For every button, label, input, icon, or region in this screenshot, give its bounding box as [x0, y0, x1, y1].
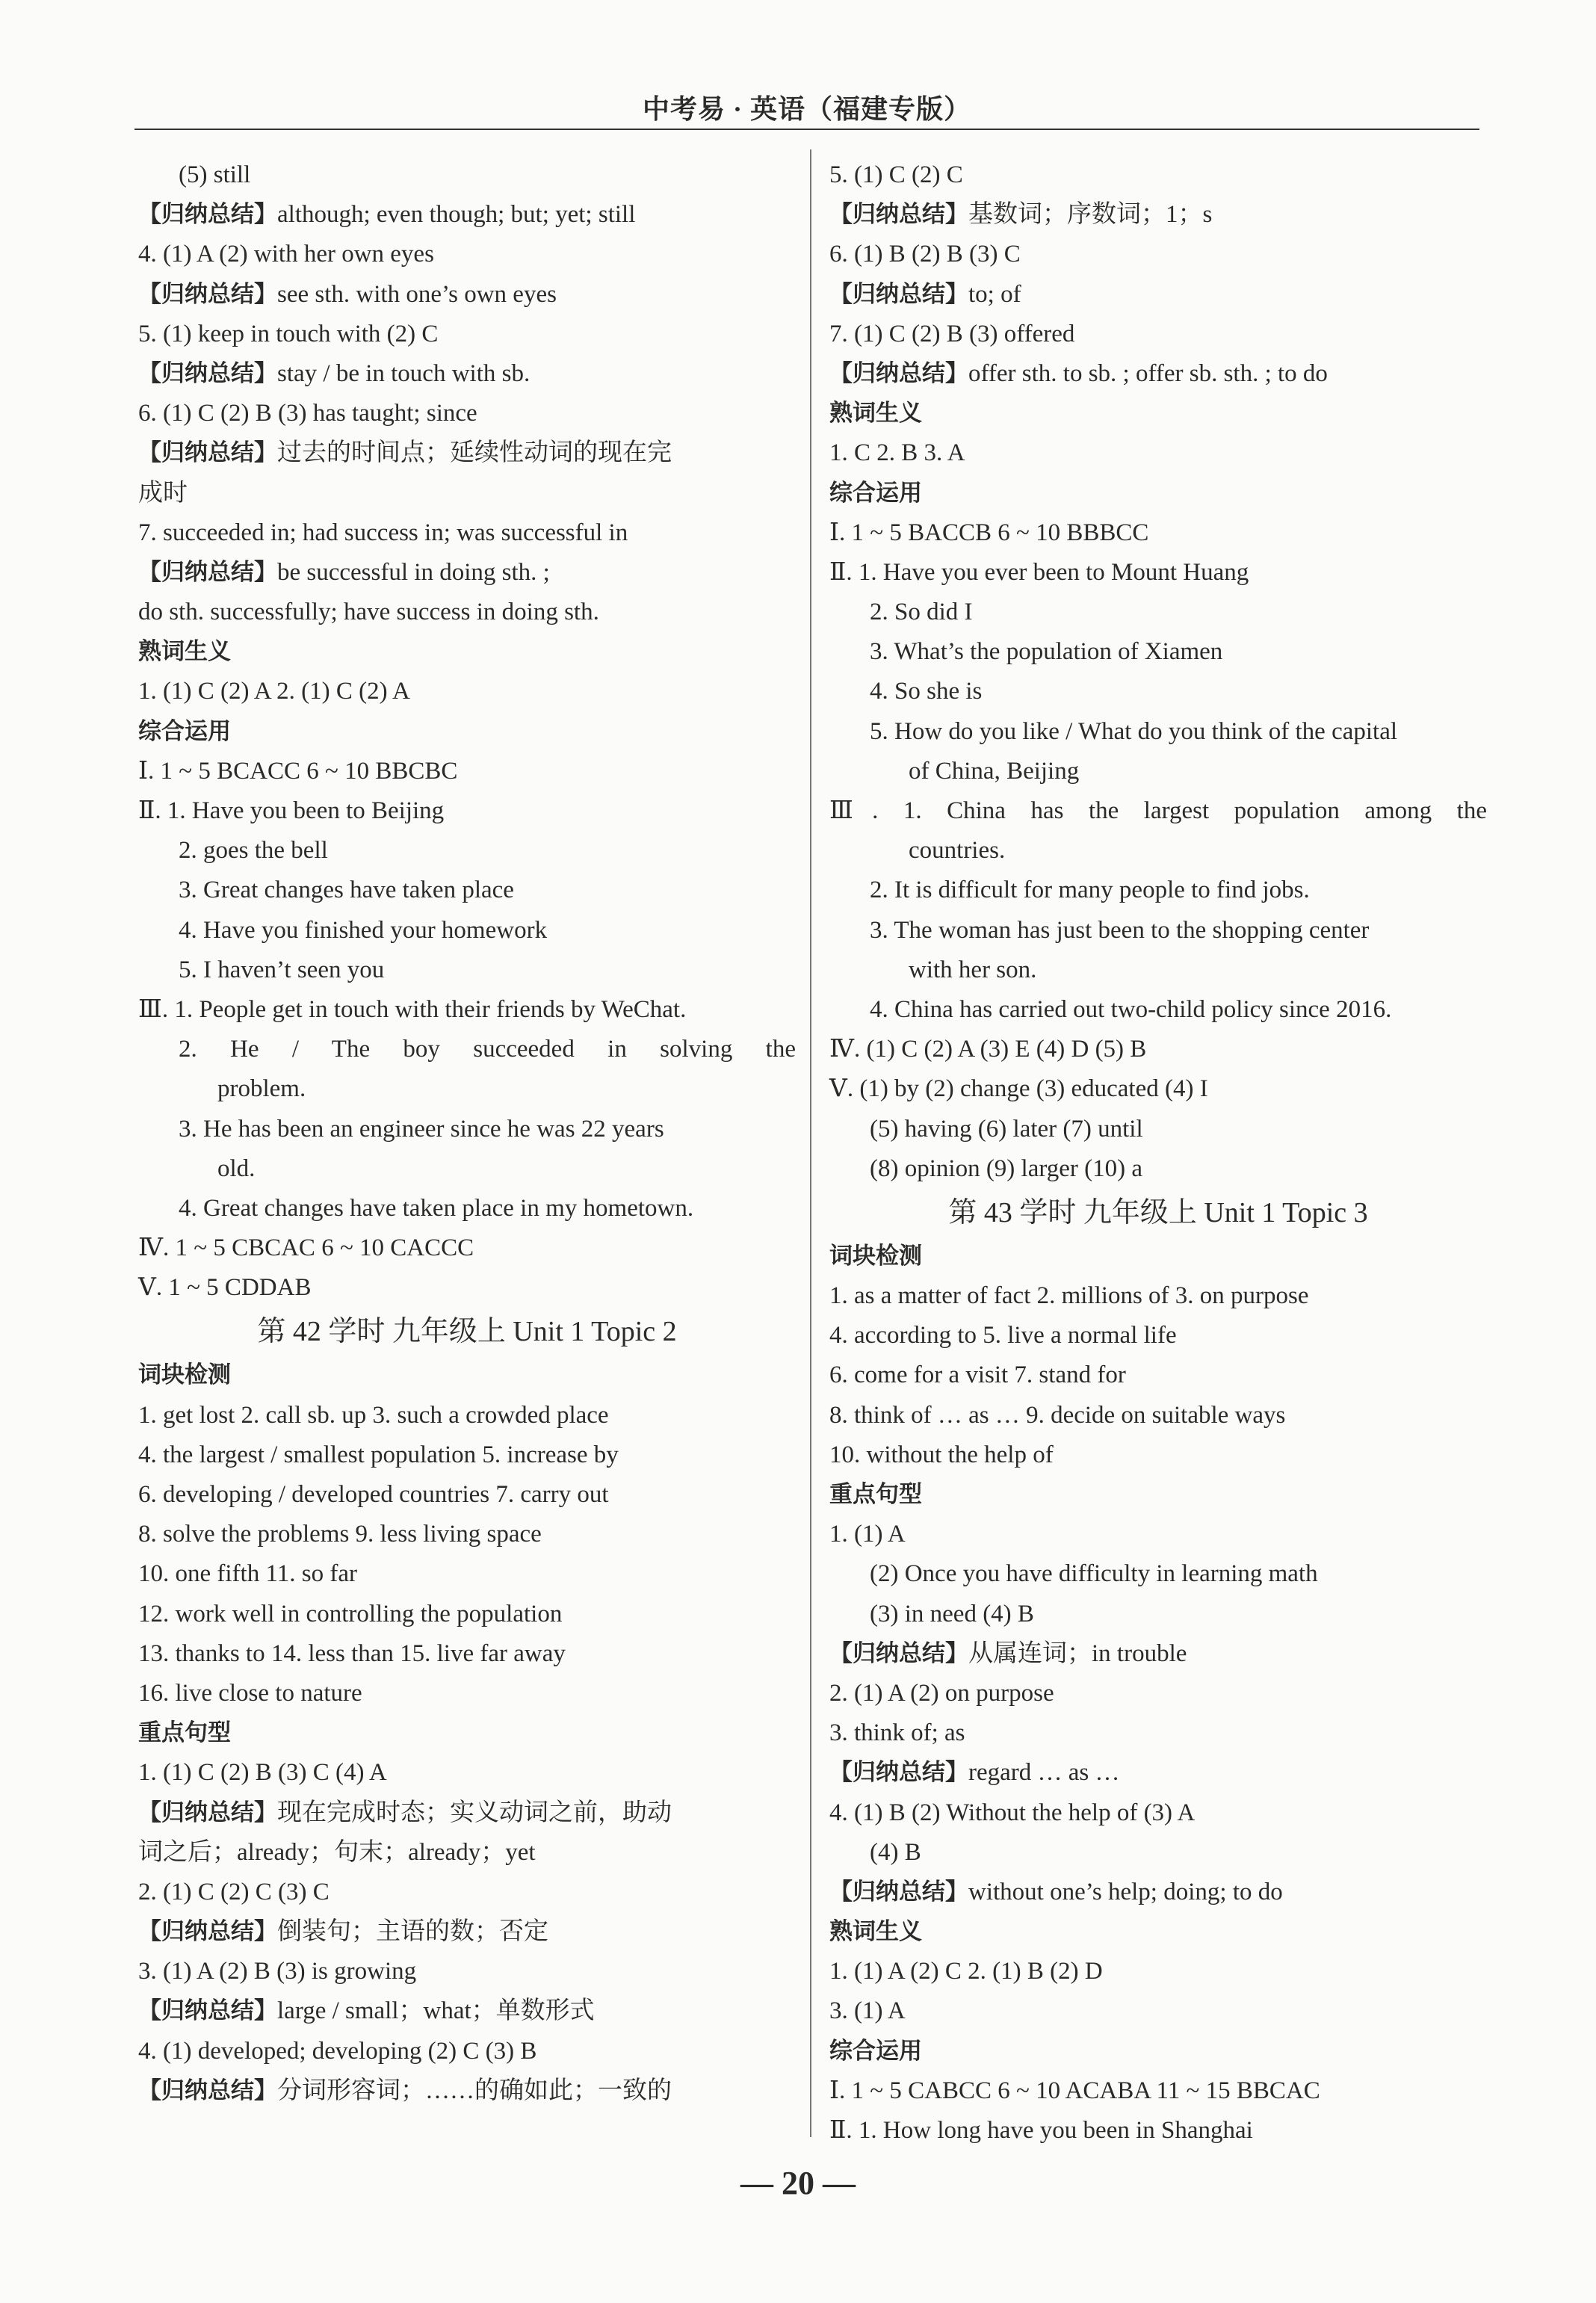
- summary-line: 【归纳总结】stay / be in touch with sb.: [138, 359, 531, 387]
- section-heading: 熟词生义: [829, 400, 922, 427]
- answer-line: (5) still: [179, 161, 251, 188]
- lesson-title: 第 43 学时 九年级上 Unit 1 Topic 3: [948, 1196, 1368, 1228]
- right-column: [829, 155, 1487, 2151]
- answer-line: 1. as a matter of fact 2. millions of 3. on purpose: [829, 1282, 1309, 1310]
- answer-line: 5. I haven’t seen you: [179, 956, 385, 983]
- summary-line: 【归纳总结】从属连词；in trouble: [829, 1639, 1187, 1667]
- answer-line: 8. think of … as … 9. decide on suitable ways: [829, 1401, 1286, 1429]
- answer-line: 4. the largest / smallest population 5. increase by: [138, 1441, 619, 1468]
- answer-line: (8) opinion (9) larger (10) a: [870, 1154, 1143, 1182]
- answer-line: 3. The woman has just been to the shopping center: [870, 916, 1370, 944]
- answer-line: 4. (1) developed; developing (2) C (3) B: [138, 2037, 537, 2065]
- answer-line: 2. So did I: [870, 599, 973, 626]
- answer-line: 2. He / The boy succeeded in solving the: [179, 1036, 796, 1063]
- summary-line: 【归纳总结】although; even though; but; yet; still: [138, 201, 636, 229]
- answer-line: 4. China has carried out two-child policy since 2016.: [870, 995, 1392, 1023]
- answer-line: 5. How do you like / What do you think of the capital: [870, 717, 1398, 745]
- answer-line: Ⅰ. 1 ~ 5 BCACC 6 ~ 10 BBCBC: [138, 757, 458, 785]
- answer-line: 3. Great changes have taken place: [179, 877, 514, 904]
- answer-line: 6. (1) B (2) B (3) C: [829, 241, 1021, 268]
- section-heading: 综合运用: [829, 2037, 922, 2065]
- answer-line: (2) Once you have difficulty in learning math: [870, 1560, 1318, 1588]
- left-column: [138, 155, 796, 2111]
- answer-line: 10. without the help of: [829, 1441, 1054, 1468]
- answer-line: 2. (1) C (2) C (3) C: [138, 1878, 330, 1905]
- answer-line: 4. So she is: [870, 678, 983, 705]
- answer-line: 1. (1) C (2) B (3) C (4) A: [138, 1759, 387, 1787]
- answer-line: with her son.: [909, 956, 1037, 983]
- answer-line: 3. He has been an engineer since he was 22 years: [179, 1115, 664, 1143]
- column-divider: [810, 149, 811, 2137]
- summary-line: 【归纳总结】offer sth. to sb. ; offer sb. sth. ; to do: [829, 359, 1328, 387]
- answer-line: Ⅱ. 1. How long have you been in Shanghai: [829, 2117, 1253, 2144]
- answer-line: Ⅲ. 1. People get in touch with their friends by WeChat.: [138, 995, 687, 1023]
- section-heading: 综合运用: [829, 479, 922, 507]
- answer-line: 1. (1) A (2) C 2. (1) B (2) D: [829, 1958, 1103, 1985]
- answer-line: 2. It is difficult for many people to find jobs.: [870, 877, 1310, 904]
- answer-line: 1. C 2. B 3. A: [829, 439, 965, 467]
- section-heading: 熟词生义: [138, 638, 231, 666]
- section-heading: 重点句型: [829, 1481, 922, 1508]
- answer-line: (3) in need (4) B: [870, 1600, 1034, 1627]
- answer-line: 3. What’s the population of Xiamen: [870, 638, 1223, 666]
- summary-line: 【归纳总结】现在完成时态；实义动词之前，助动: [138, 1799, 672, 1826]
- answer-line: 1. (1) A: [829, 1521, 906, 1548]
- section-heading: 重点句型: [138, 1719, 231, 1747]
- answer-line: do sth. successfully; have success in doing sth.: [138, 599, 599, 626]
- answer-line: 4. (1) A (2) with her own eyes: [138, 241, 434, 268]
- answer-line: countries.: [909, 837, 1006, 865]
- answer-line: 4. Have you finished your homework: [179, 916, 548, 944]
- summary-line: 【归纳总结】large / small；what；单数形式: [138, 1997, 595, 2025]
- answer-line: Ⅳ. 1 ~ 5 CBCAC 6 ~ 10 CACCC: [138, 1234, 474, 1262]
- header-rule: [134, 129, 1479, 130]
- answer-line: 6. developing / developed countries 7. carry out: [138, 1481, 609, 1508]
- answer-line: Ⅰ. 1 ~ 5 CABCC 6 ~ 10 ACABA 11 ~ 15 BBCAC: [829, 2077, 1320, 2104]
- section-heading: 词块检测: [138, 1361, 231, 1389]
- answer-line: Ⅳ. (1) C (2) A (3) E (4) D (5) B: [829, 1036, 1147, 1063]
- answer-line: 7. (1) C (2) B (3) offered: [829, 320, 1075, 347]
- answer-line: 16. live close to nature: [138, 1679, 362, 1707]
- summary-line: 【归纳总结】分词形容词；……的确如此；一致的: [138, 2077, 672, 2104]
- summary-line: 【归纳总结】过去的时间点；延续性动词的现在完: [138, 439, 672, 467]
- answer-line: (5) having (6) later (7) until: [870, 1115, 1143, 1143]
- answer-line: 3. (1) A: [829, 1997, 906, 2025]
- answer-line: Ⅲ. 1. China has the largest population among the: [829, 797, 1487, 824]
- answer-line: problem.: [217, 1075, 306, 1103]
- page-number: — 20 —: [740, 2165, 856, 2201]
- page-header-title: 中考易 · 英语（福建专版）: [642, 94, 971, 124]
- answer-line: 1. (1) C (2) A 2. (1) C (2) A: [138, 678, 410, 705]
- summary-line: 【归纳总结】基数词；序数词；1；s: [829, 201, 1213, 229]
- answer-line: Ⅱ. 1. Have you been to Beijing: [138, 797, 445, 824]
- answer-line: 2. goes the bell: [179, 837, 328, 865]
- answer-line: 10. one fifth 11. so far: [138, 1560, 357, 1588]
- answer-line: Ⅰ. 1 ~ 5 BACCB 6 ~ 10 BBBCC: [829, 519, 1149, 546]
- answer-line: 5. (1) C (2) C: [829, 161, 963, 188]
- answer-line: Ⅴ. 1 ~ 5 CDDAB: [138, 1274, 312, 1302]
- summary-line: 【归纳总结】without one’s help; doing; to do: [829, 1878, 1283, 1905]
- answer-line: 4. Great changes have taken place in my hometown.: [179, 1194, 694, 1222]
- answer-line: 6. (1) C (2) B (3) has taught; since: [138, 400, 477, 427]
- summary-line: 【归纳总结】倒装句；主语的数；否定: [138, 1918, 548, 1946]
- answer-line: 13. thanks to 14. less than 15. live far away: [138, 1639, 566, 1667]
- summary-line: 【归纳总结】regard … as …: [829, 1759, 1120, 1787]
- summary-line: 【归纳总结】see sth. with one’s own eyes: [138, 280, 557, 308]
- answer-line: 3. think of; as: [829, 1719, 965, 1747]
- answer-line: 成时: [138, 479, 188, 507]
- answer-line: (4) B: [870, 1838, 921, 1866]
- answer-line: 12. work well in controlling the population: [138, 1600, 563, 1627]
- lesson-title: 第 42 学时 九年级上 Unit 1 Topic 2: [257, 1316, 677, 1348]
- answer-line: 3. (1) A (2) B (3) is growing: [138, 1958, 417, 1985]
- answer-line: 7. succeeded in; had success in; was successful in: [138, 519, 628, 546]
- answer-line: old.: [217, 1154, 256, 1182]
- section-heading: 熟词生义: [829, 1918, 922, 1946]
- summary-line: 【归纳总结】be successful in doing sth. ;: [138, 558, 550, 586]
- answer-line: 2. (1) A (2) on purpose: [829, 1679, 1054, 1707]
- answer-line: 6. come for a visit 7. stand for: [829, 1361, 1126, 1389]
- answer-line: Ⅱ. 1. Have you ever been to Mount Huang: [829, 558, 1249, 586]
- section-heading: 词块检测: [829, 1242, 922, 1270]
- answer-line: 4. according to 5. live a normal life: [829, 1322, 1177, 1350]
- answer-line: Ⅴ. (1) by (2) change (3) educated (4) I: [829, 1075, 1208, 1103]
- summary-line: 【归纳总结】to; of: [829, 280, 1021, 308]
- answer-line: 5. (1) keep in touch with (2) C: [138, 320, 439, 347]
- answer-line: 4. (1) B (2) Without the help of (3) A: [829, 1799, 1196, 1826]
- answer-line: 1. get lost 2. call sb. up 3. such a crowded place: [138, 1401, 609, 1429]
- answer-line: 词之后；already；句末；already；yet: [138, 1838, 536, 1866]
- section-heading: 综合运用: [138, 717, 231, 745]
- answer-line: of China, Beijing: [909, 757, 1080, 785]
- answer-line: 8. solve the problems 9. less living space: [138, 1521, 542, 1548]
